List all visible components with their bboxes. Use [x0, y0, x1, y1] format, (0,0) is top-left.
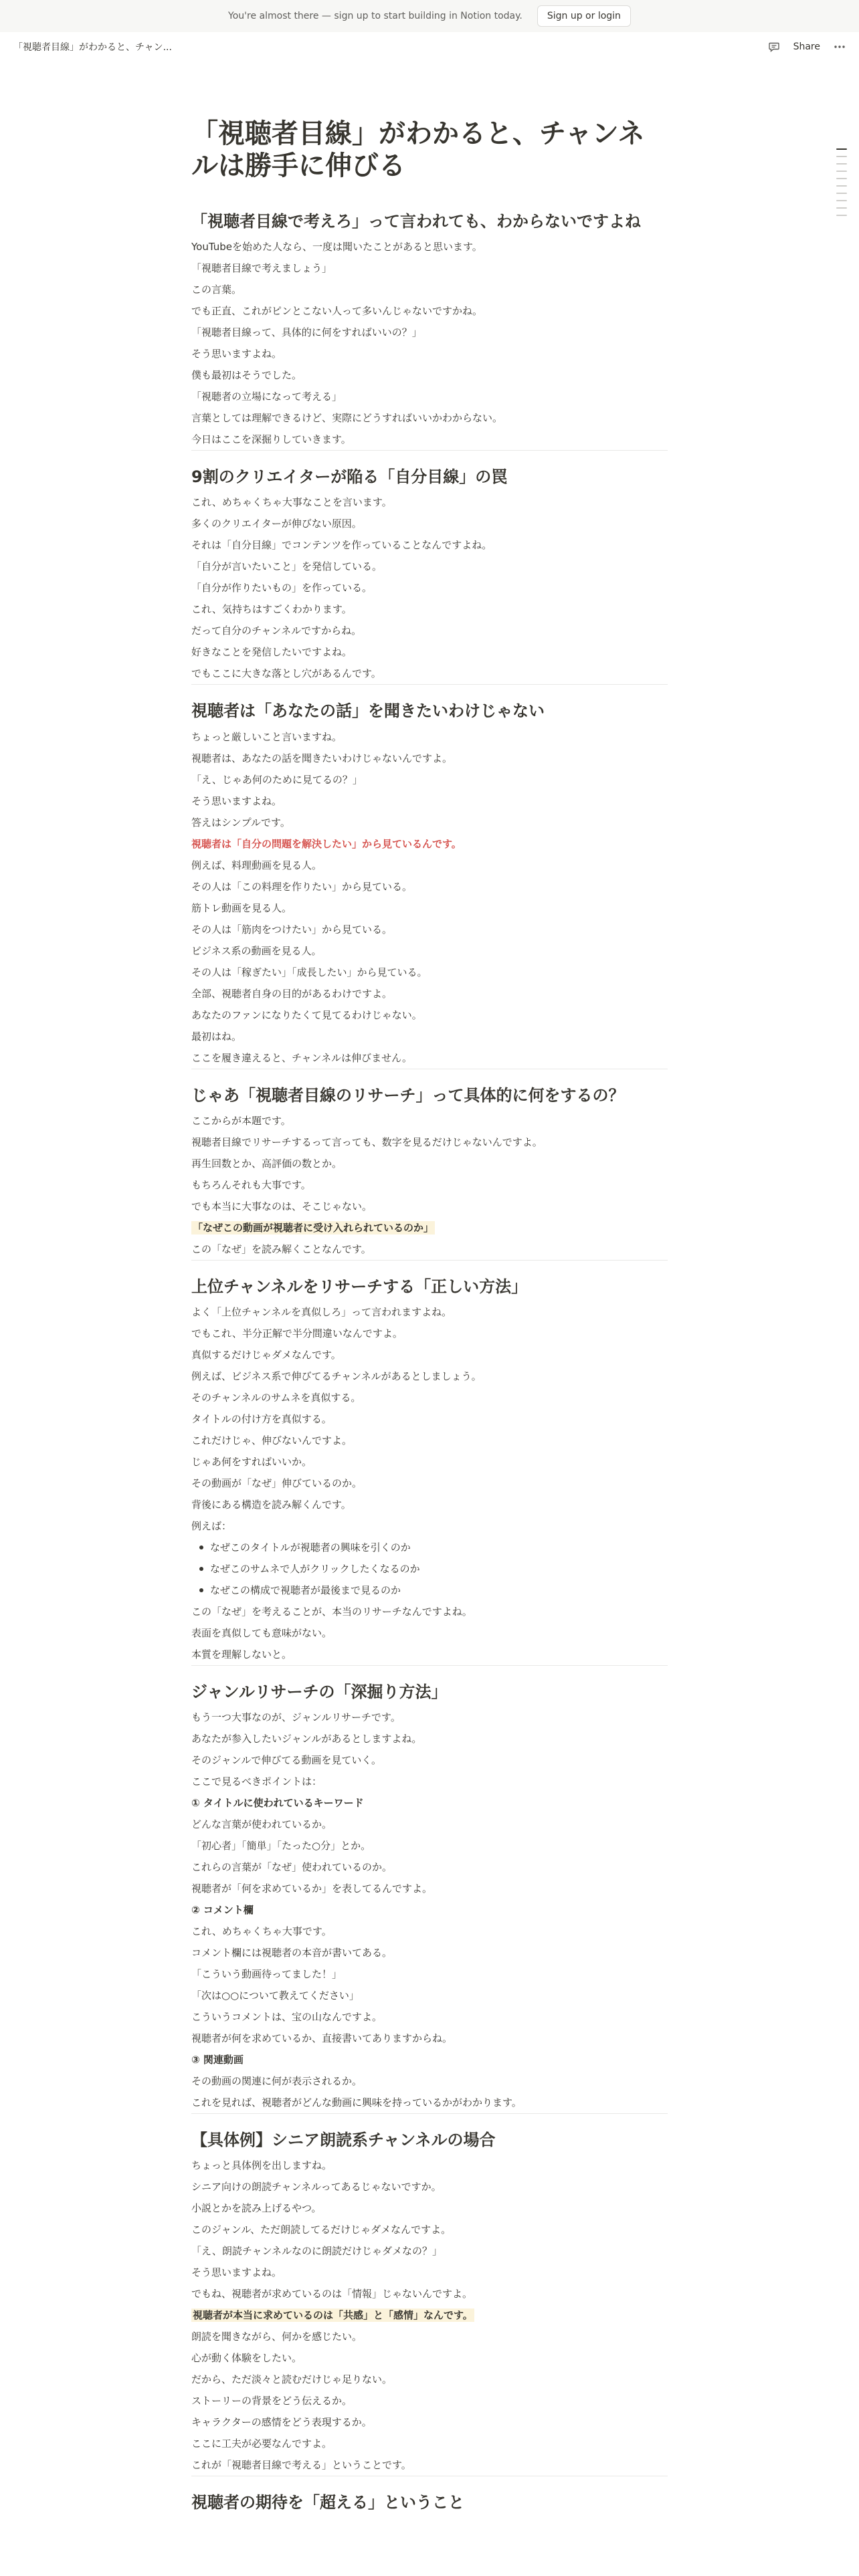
bullet-item: なぜこの構成で視聴者が最後まで見るのか — [198, 1580, 668, 1601]
paragraph: 「自分が言いたいこと」を発信している。 — [191, 560, 383, 573]
paragraph: その動画が「なぜ」伸びているのか。 — [191, 1477, 363, 1489]
page-title: 「視聴者目線」がわかると、チャンネルは勝手に伸びる — [191, 118, 645, 181]
toc-marker[interactable] — [836, 207, 847, 209]
paragraph: でもね、視聴者が求めているのは「情報」じゃないんですよ。 — [191, 2288, 473, 2300]
paragraph: 本質を理解しないと。 — [191, 1648, 292, 1660]
paragraph: 「視聴者目線って、具体的に何をすればいいの？」 — [191, 326, 422, 339]
paragraph: そう思いますよね。 — [191, 348, 282, 360]
breadcrumb[interactable]: 「視聴者目線」がわかると、チャン... — [13, 42, 172, 53]
paragraph: もちろんそれも大事です。 — [191, 1178, 311, 1191]
paragraph: これだけじゃ、伸びないんですよ。 — [191, 1434, 353, 1446]
highlighted-text: 「なぜこの動画が視聴者に受け入れられているのか」 — [193, 1221, 434, 1234]
paragraph: じゃあ何をすればいいか。 — [191, 1455, 312, 1468]
paragraph: 「初心者」「簡単」「たった○分」とか。 — [191, 1840, 371, 1852]
section-heading: 【具体例】シニア朗読系チャンネルの場合 — [191, 2131, 496, 2150]
bullet-item: なぜこのタイトルが視聴者の興味を引くのか — [198, 1537, 668, 1558]
paragraph: 再生回数とか、高評価の数とか。 — [191, 1157, 343, 1170]
section-heading: 上位チャンネルをリサーチする「正しい方法」 — [191, 1277, 528, 1296]
paragraph: 視聴者目線でリサーチするって言っても、数字を見るだけじゃないんですよ。 — [191, 1136, 543, 1148]
paragraph: これ、気持ちはすごくわかります。 — [191, 603, 352, 616]
paragraph: 「え、じゃあ何のために見てるの？」 — [191, 773, 363, 786]
top-bar — [0, 32, 859, 62]
paragraph: どんな言葉が使われているか。 — [191, 1818, 332, 1831]
more-icon[interactable] — [832, 39, 847, 54]
paragraph: 「視聴者の立場になって考える」 — [191, 391, 343, 403]
paragraph: あなたが参入したいジャンルがあるとしますよね。 — [191, 1733, 422, 1745]
paragraph: YouTubeを始めた人なら、一度は聞いたことがあると思います。 — [191, 241, 482, 253]
toc-marker[interactable] — [836, 193, 847, 194]
paragraph: これが「視聴者目線で考える」ということです。 — [191, 2459, 411, 2472]
paragraph: 朗読を聞きながら、何かを感じたい。 — [191, 2331, 363, 2343]
paragraph: もう一つ大事なのが、ジャンルリサーチです。 — [191, 1711, 401, 1724]
content-section — [191, 211, 668, 450]
highlighted-paragraph — [191, 2304, 668, 2326]
signup-banner — [0, 0, 859, 32]
paragraph: これを見れば、視聴者がどんな動画に興味を持っているかがわかります。 — [191, 2097, 522, 2109]
paragraph: 例えば： — [191, 1519, 232, 1532]
paragraph: タイトルの付け方を真似する。 — [191, 1412, 332, 1425]
content-section — [191, 1665, 668, 2113]
paragraph: それは「自分目線」でコンテンツを作っていることなんですよね。 — [191, 539, 492, 552]
paragraph: この「なぜ」を読み解くことなんです。 — [191, 1243, 371, 1255]
paragraph: 筋トレ動画を見る人。 — [191, 901, 292, 914]
section-heading: 9割のクリエイターが陥る「自分目線」の罠 — [191, 467, 508, 487]
paragraph: だから、ただ淡々と読むだけじゃ足りない。 — [191, 2373, 393, 2386]
paragraph: ここで見るべきポイントは： — [191, 1776, 322, 1788]
paragraph: シニア向けの朗読チャンネルってあるじゃないですか。 — [191, 2181, 442, 2193]
paragraph: 小説とかを読み上げるやつ。 — [191, 2202, 322, 2215]
paragraph: 心が動く体験をしたい。 — [191, 2352, 302, 2365]
comment-icon[interactable] — [767, 39, 781, 54]
red-emphasis-paragraph: 視聴者は「自分の問題を解決したい」から見ているんです。 — [191, 837, 462, 850]
section-heading: 視聴者は「あなたの話」を聞きたいわけじゃない — [191, 702, 545, 721]
paragraph: ちょっと具体例を出しますね。 — [191, 2159, 332, 2172]
content-section — [191, 1260, 668, 1665]
paragraph: でもここに大きな落とし穴があるんです。 — [191, 667, 381, 680]
paragraph: こういうコメントは、宝の山なんですよ。 — [191, 2011, 383, 2024]
content-section — [191, 2113, 668, 2476]
paragraph: このジャンル、ただ朗読してるだけじゃダメなんですよ。 — [191, 2224, 452, 2236]
page-content — [191, 118, 668, 2518]
paragraph: 多くのクリエイターが伸びない原因。 — [191, 518, 362, 530]
paragraph: その人は「筋肉をつけたい」から見ている。 — [191, 923, 393, 936]
paragraph: 視聴者が何を求めているか、直接書いてありますからね。 — [191, 2032, 453, 2045]
paragraph: この「なぜ」を考えることが、本当のリサーチなんですよね。 — [191, 1605, 472, 1618]
paragraph: 「自分が作りたいもの」を作っている。 — [191, 582, 373, 595]
paragraph: 今日はここを深掘りしていきます。 — [191, 433, 351, 446]
section-heading: ジャンルリサーチの「深掘り方法」 — [191, 1682, 448, 1701]
content-section — [191, 1069, 668, 1260]
paragraph: その人は「稼ぎたい」「成長したい」から見ている。 — [191, 966, 427, 978]
paragraph: 例えば、ビジネス系で伸びてるチャンネルがあるとしましょう。 — [191, 1370, 482, 1382]
content-section — [191, 2476, 668, 2513]
paragraph: でも本当に大事なのは、そこじゃない。 — [191, 1200, 373, 1212]
paragraph: ここに工夫が必要なんですよ。 — [191, 2438, 332, 2450]
highlighted-text: 視聴者が本当に求めているのは「共感」と「感情」なんです。 — [193, 2309, 473, 2322]
paragraph: ここからが本題です。 — [191, 1114, 291, 1127]
paragraph: これ、めちゃくちゃ大事なことを言います。 — [191, 496, 392, 509]
paragraph: 好きなことを発信したいですよね。 — [191, 646, 353, 659]
paragraph: 例えば、料理動画を見る人。 — [191, 859, 322, 871]
highlighted-paragraph — [191, 1217, 668, 1239]
paragraph: そのチャンネルのサムネを真似する。 — [191, 1391, 361, 1404]
paragraph: これ、めちゃくちゃ大事です。 — [191, 1925, 332, 1938]
paragraph: これらの言葉が「なぜ」使われているのか。 — [191, 1861, 393, 1874]
paragraph: 最初はね。 — [191, 1030, 242, 1043]
toc-marker[interactable] — [836, 215, 847, 216]
paragraph: その人は「この料理を作りたい」から見ている。 — [191, 880, 413, 893]
table-of-contents-minimap[interactable] — [836, 148, 847, 222]
paragraph: ビジネス系の動画を見る人。 — [191, 944, 322, 957]
paragraph: よく「上位チャンネルを真似しろ」って言われますよね。 — [191, 1305, 452, 1318]
paragraph: この言葉。 — [191, 284, 242, 296]
bulleted-list — [191, 1537, 668, 1601]
toc-marker[interactable] — [836, 148, 847, 150]
bullet-item: なぜこのサムネで人がクリックしたくなるのか — [198, 1558, 668, 1580]
toc-marker[interactable] — [836, 171, 847, 172]
bold-subheading: ② コメント欄 — [191, 1904, 254, 1917]
paragraph: 「視聴者目線で考えましょう」 — [191, 262, 332, 275]
paragraph: 答えはシンプルです。 — [191, 816, 290, 829]
paragraph: 視聴者は、あなたの話を聞きたいわけじゃないんですよ。 — [191, 752, 453, 764]
paragraph: 「次は○○について教えてください」 — [191, 1990, 359, 2002]
toc-marker[interactable] — [836, 200, 847, 201]
paragraph: 「こういう動画待ってました！」 — [191, 1968, 343, 1981]
banner-text: You're almost there — sign up to start building in Notion today. — [228, 11, 522, 21]
paragraph: そう思いますよね。 — [191, 794, 282, 807]
paragraph: でも正直、これがピンとこない人って多いんじゃないですかね。 — [191, 305, 483, 318]
top-actions — [767, 39, 847, 54]
paragraph: ストーリーの背景をどう伝えるか。 — [191, 2395, 353, 2407]
content-section — [191, 684, 668, 1068]
paragraph: ここを履き違えると、チャンネルは伸びません。 — [191, 1051, 413, 1064]
toc-marker[interactable] — [836, 178, 847, 179]
toc-marker[interactable] — [836, 163, 847, 165]
content-section — [191, 450, 668, 684]
paragraph: 「え、朗読チャンネルなのに朗読だけじゃダメなの？」 — [191, 2245, 443, 2258]
page-body — [191, 211, 668, 2514]
paragraph: そう思いますよね。 — [191, 2266, 282, 2279]
paragraph: あなたのファンになりたくて見てるわけじゃない。 — [191, 1008, 422, 1021]
paragraph: 背後にある構造を読み解くんです。 — [191, 1498, 351, 1511]
paragraph: 言葉としては理解できるけど、実際にどうすればいいかわからない。 — [191, 412, 503, 425]
toc-marker[interactable] — [836, 156, 847, 157]
paragraph: そのジャンルで伸びてる動画を見ていく。 — [191, 1754, 382, 1767]
paragraph: だって自分のチャンネルですからね。 — [191, 625, 362, 637]
section-heading: 視聴者の期待を「超える」ということ — [191, 2493, 464, 2512]
paragraph: 真似するだけじゃダメなんです。 — [191, 1348, 341, 1361]
paragraph: コメント欄には視聴者の本音が書いてある。 — [191, 1947, 393, 1959]
paragraph: ちょっと厳しいこと言いますね。 — [191, 730, 343, 743]
section-heading: じゃあ「視聴者目線のリサーチ」って具体的に何をするの？ — [191, 1085, 625, 1105]
signup-login-button[interactable]: Sign up or login — [537, 5, 631, 27]
paragraph: その動画の関連に何が表示されるか。 — [191, 2075, 363, 2088]
paragraph: キャラクターの感情をどう表現するか。 — [191, 2416, 372, 2429]
bold-subheading: ① タイトルに使われているキーワード — [191, 1797, 364, 1810]
paragraph: 視聴者が「何を求めているか」を表してるんですよ。 — [191, 1883, 433, 1895]
paragraph: 表面を真似しても意味がない。 — [191, 1626, 332, 1639]
share-button[interactable]: Share — [793, 41, 820, 52]
section-heading: 「視聴者目線で考えろ」って言われても、わからないですよね — [191, 212, 641, 231]
toc-marker[interactable] — [836, 185, 847, 187]
bold-subheading: ③ 関連動画 — [191, 2054, 244, 2066]
paragraph: 僕も最初はそうでした。 — [191, 369, 302, 382]
paragraph: でもこれ、半分正解で半分間違いなんですよ。 — [191, 1327, 403, 1339]
paragraph: 全部、視聴者自身の目的があるわけですよ。 — [191, 987, 393, 1000]
